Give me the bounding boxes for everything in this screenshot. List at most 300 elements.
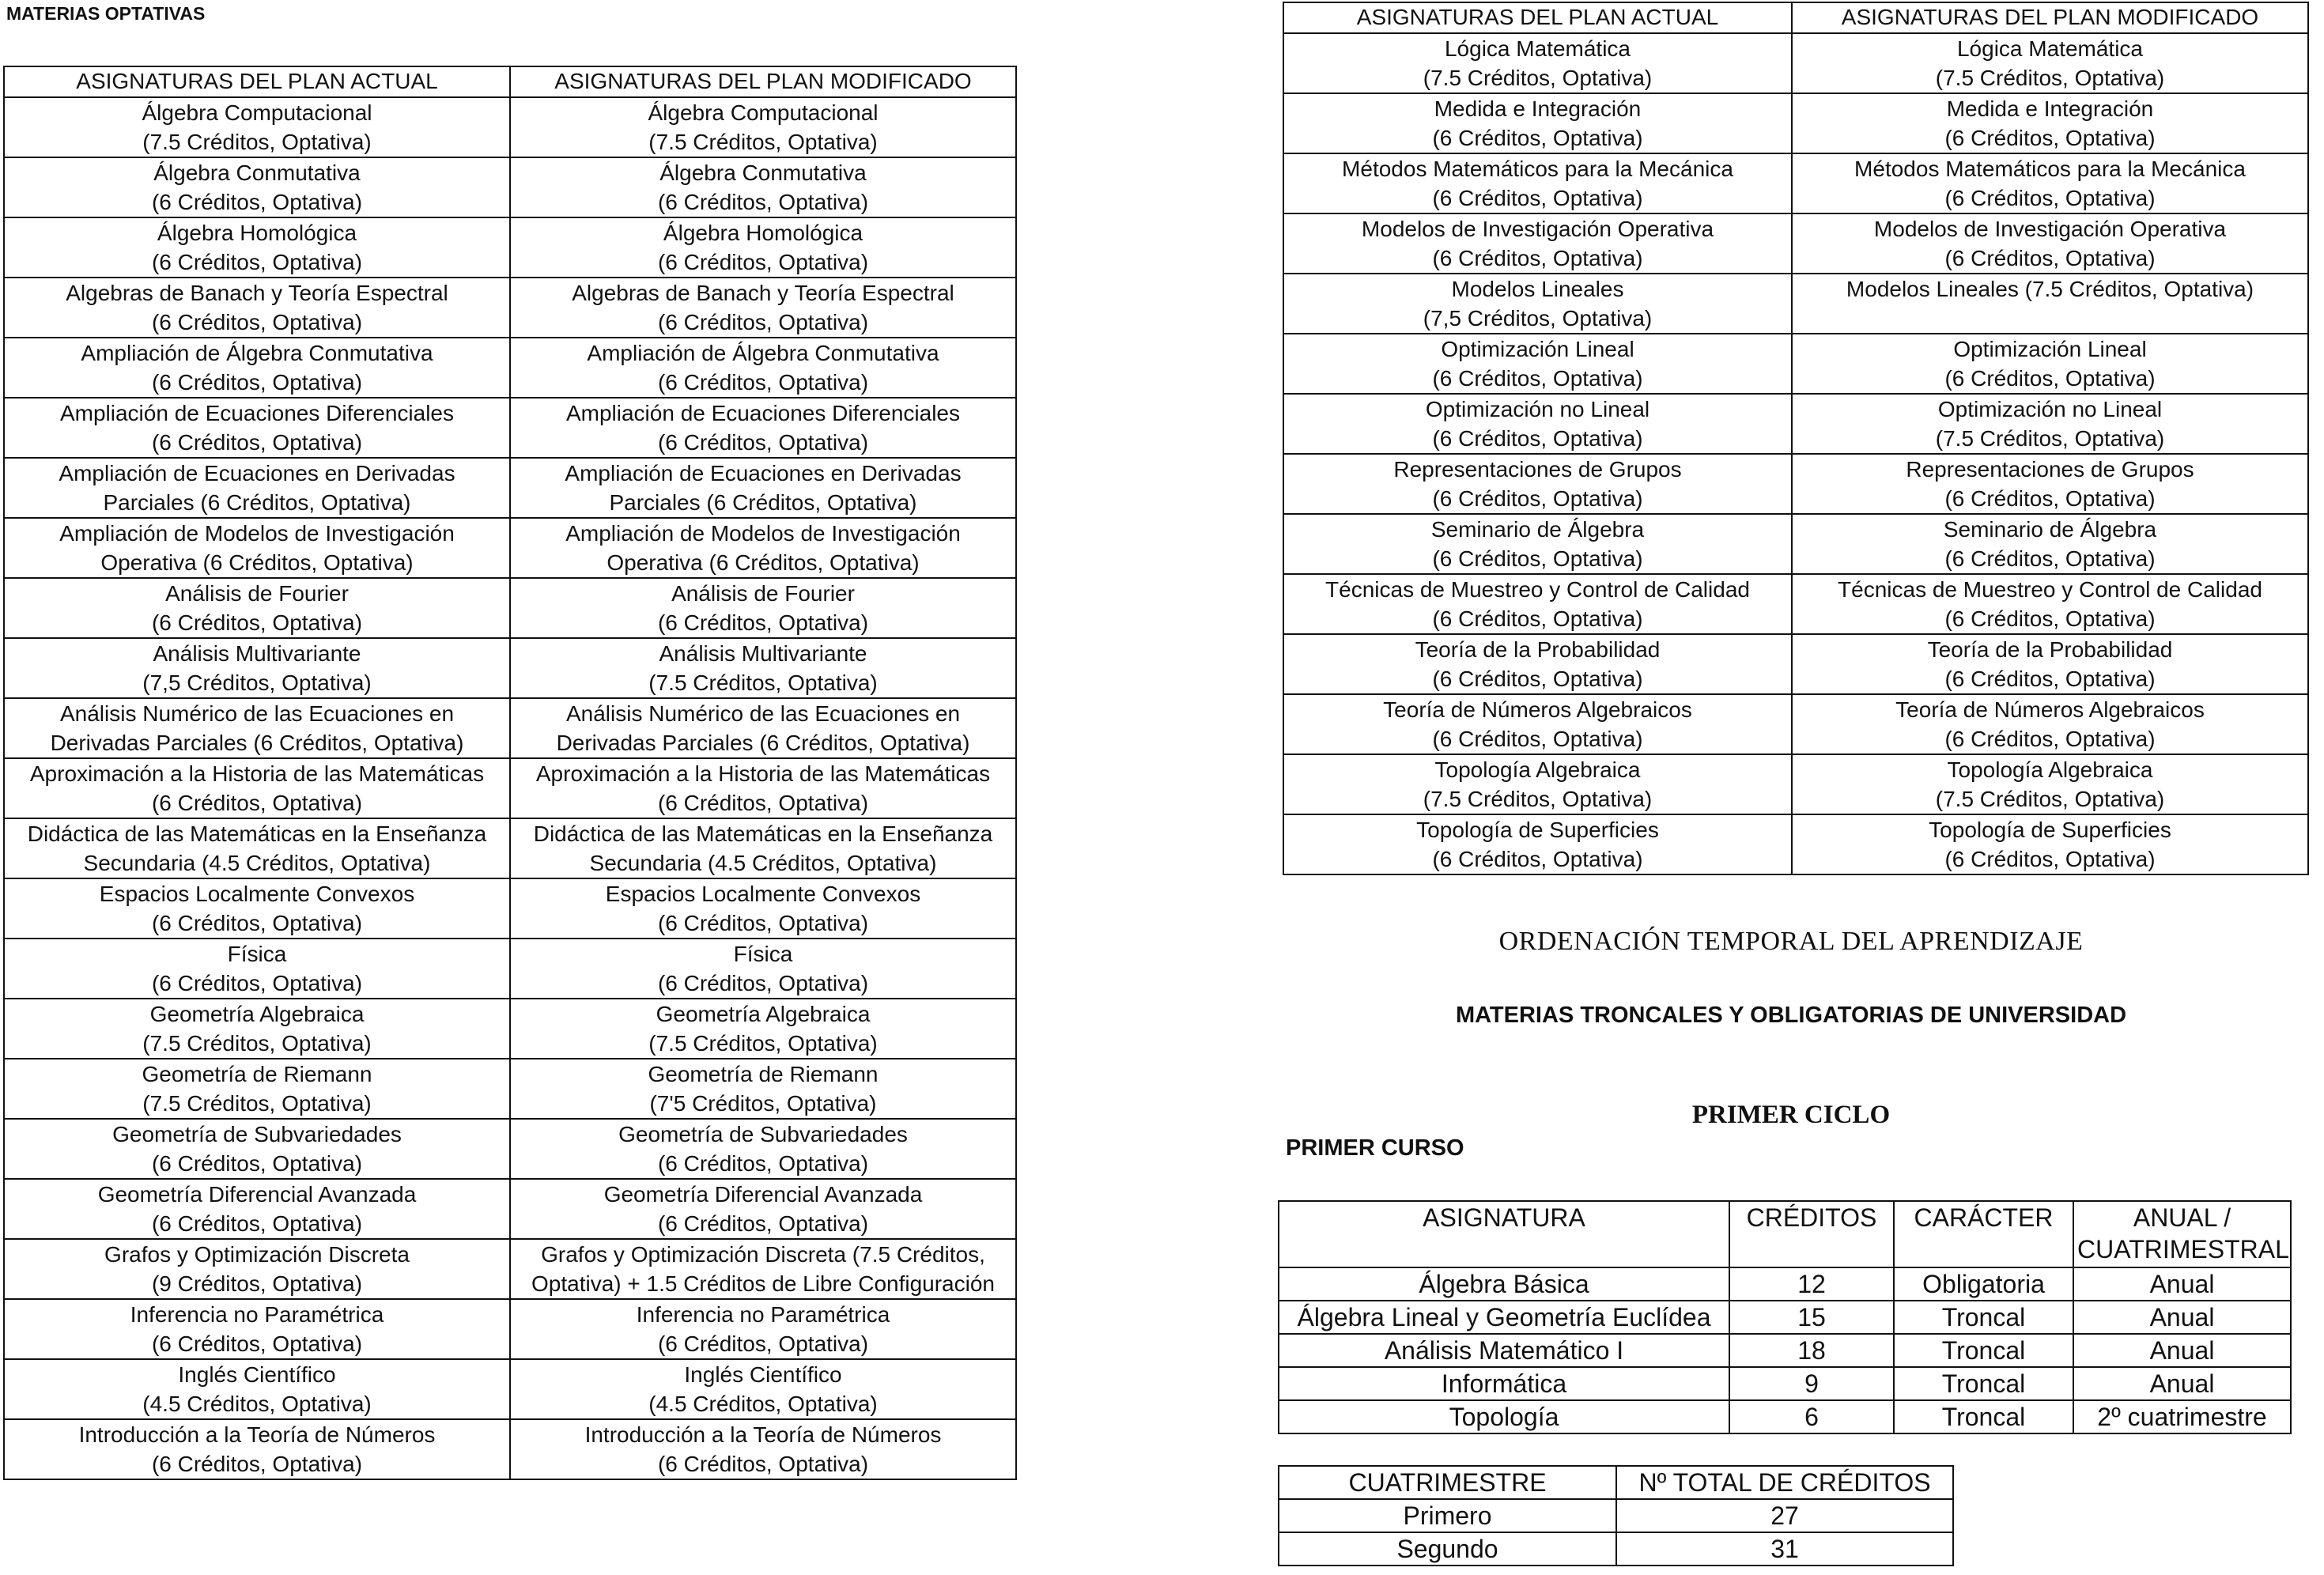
- cell-plan-modificado: [510, 1299, 1016, 1359]
- cell-line: (7.5 Créditos, Optativa): [142, 1031, 372, 1056]
- table-row: [1279, 1400, 2291, 1433]
- cell-line: Representaciones de Grupos: [1906, 457, 2194, 482]
- cell-line: Ampliación de Ecuaciones Diferenciales: [59, 401, 455, 425]
- table-row: [1283, 694, 2308, 754]
- cell-line: (6 Créditos, Optativa): [151, 1151, 363, 1176]
- cell-asignatura: Álgebra Lineal y Geometría Euclídea: [1279, 1301, 1729, 1334]
- cell-plan-actual: [1283, 514, 1792, 574]
- table-row: [4, 278, 1016, 338]
- cell-line: Medida e Integración: [1434, 96, 1642, 121]
- cell-asignatura: Topología: [1279, 1400, 1729, 1433]
- cell-line: Análisis Numérico de las Ecuaciones en: [59, 701, 455, 726]
- table-header-row: [4, 66, 1016, 97]
- cell-creditos: 18: [1729, 1334, 1894, 1367]
- table-row: [1279, 1532, 1953, 1566]
- table-row: [4, 1239, 1016, 1299]
- header-periodo-line2: CUATRIMESTRAL: [2077, 1235, 2289, 1263]
- cell-line: Topología Algebraica: [1434, 757, 1641, 782]
- cell-line: Inferencia no Paramétrica: [130, 1302, 384, 1327]
- cell-plan-actual: [4, 1419, 510, 1479]
- cell-line: (6 Créditos, Optativa): [1432, 606, 1643, 631]
- cell-line: Optativa) + 1.5 Créditos de Libre Configuración: [531, 1271, 995, 1296]
- cell-line: Geometría de Riemann: [142, 1062, 372, 1086]
- cell-plan-actual: [4, 1239, 510, 1299]
- table-row: [4, 97, 1016, 157]
- table-row: [4, 999, 1016, 1059]
- cell-line: (6 Créditos, Optativa): [151, 370, 363, 395]
- table-row: [4, 1119, 1016, 1179]
- cell-plan-actual: [1283, 634, 1792, 694]
- cell-line: Análisis de Fourier: [671, 581, 855, 606]
- cell-line: (7.5 Créditos, Optativa): [142, 130, 372, 154]
- table-row: [4, 818, 1016, 878]
- cell-line: (6 Créditos, Optativa): [1432, 667, 1643, 691]
- table-row: [1279, 1267, 2291, 1301]
- cell-line: (6 Créditos, Optativa): [151, 971, 363, 995]
- cell-line: Didáctica de las Matemáticas en la Enseñanza: [533, 821, 993, 846]
- cell-plan-modificado: [510, 1239, 1016, 1299]
- cell-line: Optimización Lineal: [1953, 337, 2147, 361]
- cell-line: Análisis Numérico de las Ecuaciones en: [565, 701, 961, 726]
- cell-line: (7,5 Créditos, Optativa): [142, 670, 372, 695]
- cell-line: (7.5 Créditos, Optativa): [1935, 426, 2165, 451]
- cell-line: (6 Créditos, Optativa): [151, 610, 363, 635]
- cell-line: (6 Créditos, Optativa): [1432, 727, 1643, 751]
- cell-plan-modificado: [1792, 454, 2308, 514]
- cell-line: Física: [733, 942, 793, 966]
- cell-line: (6 Créditos, Optativa): [657, 190, 869, 214]
- cell-plan-actual: [1283, 814, 1792, 874]
- cell-line: Análisis Multivariante: [659, 641, 867, 666]
- cell-line: (7.5 Créditos, Optativa): [142, 1091, 372, 1116]
- table-row: [1283, 334, 2308, 394]
- table-row: [4, 638, 1016, 698]
- cell-line: Aproximación a la Historia de las Matemáticas: [535, 761, 991, 786]
- cell-plan-modificado: [510, 638, 1016, 698]
- cell-line: Secundaria (4.5 Créditos, Optativa): [589, 851, 937, 875]
- cell-plan-actual: [4, 97, 510, 157]
- cell-periodo: Anual: [2073, 1301, 2291, 1334]
- cell-plan-modificado: [1792, 274, 2308, 334]
- cell-line: (7.5 Créditos, Optativa): [1935, 787, 2165, 811]
- cell-line: Representaciones de Grupos: [1393, 457, 1682, 482]
- cell-line: (6 Créditos, Optativa): [657, 1331, 869, 1356]
- cell-plan-actual: [1283, 694, 1792, 754]
- cell-line: Técnicas de Muestreo y Control de Calidad: [1838, 577, 2262, 602]
- cell-line: (6 Créditos, Optativa): [1432, 366, 1643, 391]
- table-header-row: [1279, 1466, 1953, 1499]
- cell-cuatrimestre: Segundo: [1279, 1532, 1616, 1566]
- cell-creditos: 12: [1729, 1267, 1894, 1301]
- cell-line: (6 Créditos, Optativa): [1432, 246, 1643, 270]
- cell-line: Seminario de Álgebra: [1943, 517, 2157, 542]
- cell-plan-modificado: [510, 1359, 1016, 1419]
- header-cuatrimestre: CUATRIMESTRE: [1279, 1466, 1616, 1499]
- cell-plan-actual: [4, 1179, 510, 1239]
- cell-line: Geometría Algebraica: [656, 1002, 871, 1026]
- cell-plan-modificado: [510, 1119, 1016, 1179]
- cell-line: (6 Créditos, Optativa): [1432, 847, 1643, 871]
- table-row: [1283, 213, 2308, 274]
- cell-plan-actual: [4, 398, 510, 458]
- cell-line: Aproximación a la Historia de las Matemáticas: [29, 761, 485, 786]
- cell-line: Inglés Científico: [684, 1362, 842, 1387]
- header-creditos: CRÉDITOS: [1729, 1201, 1894, 1267]
- cell-plan-actual: [1283, 394, 1792, 454]
- header-caracter: CARÁCTER: [1894, 1201, 2073, 1267]
- cell-line: (6 Créditos, Optativa): [1944, 126, 2156, 150]
- cell-line: (6 Créditos, Optativa): [1944, 667, 2156, 691]
- table-row: [4, 939, 1016, 999]
- cell-plan-modificado: [510, 878, 1016, 939]
- cell-line: (6 Créditos, Optativa): [657, 911, 869, 935]
- cell-plan-modificado: [510, 1179, 1016, 1239]
- cell-line: (6 Créditos, Optativa): [1944, 186, 2156, 210]
- cell-line: (6 Créditos, Optativa): [657, 791, 869, 815]
- cell-asignatura: Álgebra Básica: [1279, 1267, 1729, 1301]
- cell-plan-modificado: [1792, 574, 2308, 634]
- cell-line: Grafos y Optimización Discreta (7.5 Créditos,: [541, 1242, 985, 1267]
- cell-plan-actual: [4, 338, 510, 398]
- cell-line: (6 Créditos, Optativa): [1432, 486, 1643, 511]
- cell-line: Ampliación de Ecuaciones Diferenciales: [565, 401, 961, 425]
- table-row: [4, 1179, 1016, 1239]
- cell-line: Operativa (6 Créditos, Optativa): [100, 550, 414, 575]
- cell-line: Espacios Localmente Convexos: [605, 882, 921, 906]
- cell-line: (7.5 Créditos, Optativa): [1423, 787, 1653, 811]
- cell-plan-actual: [4, 1119, 510, 1179]
- cell-plan-modificado: [510, 217, 1016, 278]
- table-row: [4, 1059, 1016, 1119]
- cell-line: (6 Créditos, Optativa): [1944, 546, 2156, 571]
- cell-line: Lógica Matemática: [1444, 36, 1631, 61]
- cell-line: Didáctica de las Matemáticas en la Enseñanza: [27, 821, 487, 846]
- cell-plan-modificado: [510, 758, 1016, 818]
- table-row: [4, 1359, 1016, 1419]
- cell-line: Algebras de Banach y Teoría Espectral: [572, 281, 954, 305]
- cell-plan-actual: [1283, 334, 1792, 394]
- cell-plan-modificado: [510, 578, 1016, 638]
- cell-plan-actual: [1283, 754, 1792, 814]
- cell-line: (7'5 Créditos, Optativa): [649, 1091, 877, 1116]
- table-row: [1283, 754, 2308, 814]
- cell-line: Grafos y Optimización Discreta: [104, 1242, 410, 1267]
- header-total-creditos: Nº TOTAL DE CRÉDITOS: [1616, 1466, 1953, 1499]
- cell-line: Ampliación de Álgebra Conmutativa: [587, 341, 939, 365]
- table-row: [1279, 1334, 2291, 1367]
- cell-line: Modelos de Investigación Operativa: [1873, 217, 2227, 241]
- table-row: [4, 578, 1016, 638]
- cell-periodo: Anual: [2073, 1367, 2291, 1400]
- cell-periodo: Anual: [2073, 1267, 2291, 1301]
- cell-line: Geometría de Subvariedades: [112, 1122, 402, 1146]
- cell-plan-modificado: [1792, 213, 2308, 274]
- cell-line: Introducción a la Teoría de Números: [584, 1422, 942, 1447]
- cell-plan-actual: [1283, 153, 1792, 213]
- cell-plan-modificado: [510, 818, 1016, 878]
- table-header-row: [1279, 1201, 2291, 1267]
- cell-line: Geometría de Subvariedades: [618, 1122, 908, 1146]
- cell-line: (6 Créditos, Optativa): [151, 791, 363, 815]
- ciclo-title: PRIMER CICLO: [1691, 1101, 1891, 1129]
- cell-plan-actual: [4, 698, 510, 758]
- cell-line: (7.5 Créditos, Optativa): [648, 1031, 878, 1056]
- cell-line: Geometría Diferencial Avanzada: [603, 1182, 923, 1207]
- cell-plan-actual: [1283, 574, 1792, 634]
- cell-line: Modelos Lineales (7.5 Créditos, Optativa): [1846, 277, 2254, 301]
- header-plan-actual: ASIGNATURAS DEL PLAN ACTUAL: [1283, 2, 1792, 33]
- cell-plan-modificado: [1792, 694, 2308, 754]
- table-row: [4, 157, 1016, 217]
- cell-line: Parciales (6 Créditos, Optativa): [609, 490, 917, 515]
- cell-cuatrimestre: Primero: [1279, 1499, 1616, 1532]
- cell-line: (6 Créditos, Optativa): [1944, 486, 2156, 511]
- table-row: [1283, 634, 2308, 694]
- cell-line: Algebras de Banach y Teoría Espectral: [66, 281, 448, 305]
- cell-line: (6 Créditos, Optativa): [657, 1211, 869, 1236]
- cell-plan-actual: [4, 878, 510, 939]
- cell-asignatura: Análisis Matemático I: [1279, 1334, 1729, 1367]
- cell-line: (9 Créditos, Optativa): [151, 1271, 363, 1296]
- cell-plan-actual: [1283, 213, 1792, 274]
- cell-plan-actual: [4, 458, 510, 518]
- table-row: [1279, 1301, 2291, 1334]
- ordenacion-title: ORDENACIÓN TEMPORAL DEL APRENDIZAJE: [1498, 927, 2084, 956]
- header-periodo-line1: ANUAL /: [2133, 1203, 2231, 1232]
- cell-line: (7.5 Créditos, Optativa): [648, 130, 878, 154]
- cell-line: (6 Créditos, Optativa): [151, 1211, 363, 1236]
- cell-line: (6 Créditos, Optativa): [1432, 186, 1643, 210]
- cell-plan-actual: [1283, 93, 1792, 153]
- cell-total-creditos: 27: [1616, 1499, 1953, 1532]
- table-row: [4, 1299, 1016, 1359]
- header-periodo: [2073, 1201, 2291, 1267]
- cell-plan-modificado: [1792, 33, 2308, 93]
- cell-line: Optimización no Lineal: [1937, 397, 2163, 421]
- cell-line: (6 Créditos, Optativa): [1944, 847, 2156, 871]
- cell-line: Geometría Algebraica: [149, 1002, 365, 1026]
- header-plan-actual: ASIGNATURAS DEL PLAN ACTUAL: [4, 66, 510, 97]
- cell-line: Modelos Lineales: [1451, 277, 1624, 301]
- cell-line: (7,5 Créditos, Optativa): [1423, 306, 1653, 330]
- equivalence-table-right: [1283, 2, 2309, 875]
- table-row: [1283, 454, 2308, 514]
- cell-plan-actual: [4, 1359, 510, 1419]
- cell-line: Análisis de Fourier: [165, 581, 349, 606]
- header-plan-modificado: ASIGNATURAS DEL PLAN MODIFICADO: [1792, 2, 2308, 33]
- cell-plan-modificado: [510, 518, 1016, 578]
- cell-line: (6 Créditos, Optativa): [1944, 366, 2156, 391]
- cell-plan-modificado: [1792, 814, 2308, 874]
- cell-line: (6 Créditos, Optativa): [151, 911, 363, 935]
- header-plan-modificado: ASIGNATURAS DEL PLAN MODIFICADO: [510, 66, 1016, 97]
- cell-line: Modelos de Investigación Operativa: [1361, 217, 1714, 241]
- cell-line: Medida e Integración: [1946, 96, 2154, 121]
- cell-plan-actual: [4, 278, 510, 338]
- table-row: [1283, 33, 2308, 93]
- cell-line: (4.5 Créditos, Optativa): [142, 1392, 372, 1416]
- cell-plan-modificado: [510, 458, 1016, 518]
- cell-caracter: Troncal: [1894, 1301, 2073, 1334]
- cell-line: Introducción a la Teoría de Números: [78, 1422, 436, 1447]
- cell-plan-modificado: [510, 278, 1016, 338]
- table-row: [1283, 274, 2308, 334]
- cell-line: Operativa (6 Créditos, Optativa): [607, 550, 920, 575]
- cell-line: (6 Créditos, Optativa): [1944, 246, 2156, 270]
- table-row: [1279, 1499, 1953, 1532]
- table-row: [1283, 93, 2308, 153]
- cell-line: (6 Créditos, Optativa): [1944, 606, 2156, 631]
- cell-line: Optimización no Lineal: [1425, 397, 1650, 421]
- cell-line: (6 Créditos, Optativa): [657, 370, 869, 395]
- cell-plan-modificado: [510, 398, 1016, 458]
- cell-line: Seminario de Álgebra: [1430, 517, 1645, 542]
- cell-line: Métodos Matemáticos para la Mecánica: [1342, 157, 1733, 181]
- cell-line: (6 Créditos, Optativa): [1432, 546, 1643, 571]
- optativas-heading: MATERIAS OPTATIVAS: [6, 3, 206, 24]
- cell-creditos: 6: [1729, 1400, 1894, 1433]
- cell-plan-actual: [4, 1059, 510, 1119]
- cell-line: (4.5 Créditos, Optativa): [648, 1392, 878, 1416]
- cell-line: Teoría de Números Algebraicos: [1383, 697, 1692, 722]
- cell-plan-modificado: [510, 939, 1016, 999]
- table-row: [4, 878, 1016, 939]
- table-row: [4, 698, 1016, 758]
- cell-line: Parciales (6 Créditos, Optativa): [103, 490, 411, 515]
- cell-caracter: Troncal: [1894, 1334, 2073, 1367]
- cell-line: Álgebra Conmutativa: [153, 161, 361, 185]
- cell-line: Secundaria (4.5 Créditos, Optativa): [83, 851, 431, 875]
- table-row: [4, 518, 1016, 578]
- cell-line: Álgebra Computacional: [142, 100, 372, 125]
- cell-plan-modificado: [1792, 334, 2308, 394]
- cell-total-creditos: 31: [1616, 1532, 1953, 1566]
- table-row: [1283, 814, 2308, 874]
- cell-plan-actual: [1283, 454, 1792, 514]
- cell-periodo: Anual: [2073, 1334, 2291, 1367]
- table-row: [1283, 153, 2308, 213]
- equivalence-table-left: [3, 66, 1017, 1480]
- cell-line: Inglés Científico: [178, 1362, 336, 1387]
- cell-creditos: 9: [1729, 1367, 1894, 1400]
- cell-line: Álgebra Conmutativa: [659, 161, 867, 185]
- cuatrimestre-table: [1278, 1465, 1954, 1566]
- cell-caracter: Troncal: [1894, 1400, 2073, 1433]
- table-row: [4, 217, 1016, 278]
- cell-plan-modificado: [1792, 394, 2308, 454]
- cell-caracter: Obligatoria: [1894, 1267, 2073, 1301]
- cell-plan-actual: [4, 1299, 510, 1359]
- cell-line: (6 Créditos, Optativa): [657, 610, 869, 635]
- cell-plan-modificado: [1792, 634, 2308, 694]
- cell-line: (6 Créditos, Optativa): [1432, 426, 1643, 451]
- cell-plan-modificado: [510, 999, 1016, 1059]
- cell-plan-actual: [4, 518, 510, 578]
- cell-line: Ampliación de Modelos de Investigación: [565, 521, 961, 546]
- cell-line: Álgebra Computacional: [648, 100, 879, 125]
- cell-line: Derivadas Parciales (6 Créditos, Optativa): [50, 731, 464, 755]
- cell-line: (6 Créditos, Optativa): [151, 430, 363, 455]
- cell-plan-modificado: [510, 97, 1016, 157]
- cell-plan-actual: [4, 758, 510, 818]
- cell-line: (6 Créditos, Optativa): [657, 1151, 869, 1176]
- cell-plan-modificado: [1792, 93, 2308, 153]
- cell-plan-modificado: [1792, 754, 2308, 814]
- cell-plan-modificado: [1792, 514, 2308, 574]
- cell-line: Métodos Matemáticos para la Mecánica: [1854, 157, 2246, 181]
- curso-title: PRIMER CURSO: [1286, 1135, 1464, 1161]
- table-row: [4, 758, 1016, 818]
- cell-line: Física: [227, 942, 287, 966]
- cell-line: (6 Créditos, Optativa): [151, 1452, 363, 1476]
- cell-line: (6 Créditos, Optativa): [151, 250, 363, 274]
- table-row: [1283, 514, 2308, 574]
- cell-line: (7.5 Créditos, Optativa): [1423, 66, 1653, 90]
- cell-line: Teoría de Números Algebraicos: [1895, 697, 2205, 722]
- cell-line: Geometría de Riemann: [648, 1062, 879, 1086]
- cell-line: (6 Créditos, Optativa): [1432, 126, 1643, 150]
- primer-curso-table: [1278, 1200, 2292, 1434]
- cell-plan-modificado: [510, 157, 1016, 217]
- cell-line: Ampliación de Ecuaciones en Derivadas: [59, 461, 455, 485]
- cell-periodo: 2º cuatrimestre: [2073, 1400, 2291, 1433]
- cell-line: Inferencia no Paramétrica: [636, 1302, 890, 1327]
- cell-line: Técnicas de Muestreo y Control de Calidad: [1325, 577, 1750, 602]
- cell-plan-actual: [4, 157, 510, 217]
- cell-line: (6 Créditos, Optativa): [1944, 727, 2156, 751]
- cell-plan-actual: [4, 217, 510, 278]
- cell-line: Espacios Localmente Convexos: [99, 882, 415, 906]
- cell-line: (6 Créditos, Optativa): [657, 310, 869, 334]
- cell-line: (6 Créditos, Optativa): [151, 310, 363, 334]
- cell-line: Topología Algebraica: [1947, 757, 2153, 782]
- cell-line: Análisis Multivariante: [153, 641, 361, 666]
- header-asignatura: ASIGNATURA: [1279, 1201, 1729, 1267]
- cell-line: (6 Créditos, Optativa): [151, 190, 363, 214]
- cell-plan-actual: [1283, 274, 1792, 334]
- cell-line: (7.5 Créditos, Optativa): [648, 670, 878, 695]
- cell-asignatura: Informática: [1279, 1367, 1729, 1400]
- cell-line: Lógica Matemática: [1956, 36, 2143, 61]
- cell-line: Álgebra Homológica: [157, 221, 357, 245]
- cell-plan-actual: [4, 818, 510, 878]
- cell-line: (7.5 Créditos, Optativa): [1935, 66, 2165, 90]
- table-header-row: [1283, 2, 2308, 33]
- table-row: [4, 458, 1016, 518]
- cell-line: Álgebra Homológica: [663, 221, 863, 245]
- cell-plan-modificado: [510, 698, 1016, 758]
- table-row: [4, 338, 1016, 398]
- cell-line: Ampliación de Álgebra Conmutativa: [81, 341, 433, 365]
- cell-plan-modificado: [510, 338, 1016, 398]
- cell-plan-actual: [4, 638, 510, 698]
- cell-plan-actual: [1283, 33, 1792, 93]
- cell-line: (6 Créditos, Optativa): [657, 430, 869, 455]
- table-row: [4, 398, 1016, 458]
- cell-caracter: Troncal: [1894, 1367, 2073, 1400]
- cell-line: Geometría Diferencial Avanzada: [97, 1182, 417, 1207]
- cell-line: Optimización Lineal: [1441, 337, 1634, 361]
- cell-line: (6 Créditos, Optativa): [657, 971, 869, 995]
- cell-line: Teoría de la Probabilidad: [1415, 637, 1661, 662]
- cell-line: Teoría de la Probabilidad: [1927, 637, 2173, 662]
- table-row: [1283, 394, 2308, 454]
- cell-plan-actual: [4, 999, 510, 1059]
- table-row: [1279, 1367, 2291, 1400]
- cell-plan-modificado: [510, 1059, 1016, 1119]
- cell-plan-modificado: [510, 1419, 1016, 1479]
- cell-line: Topología de Superficies: [1416, 818, 1659, 842]
